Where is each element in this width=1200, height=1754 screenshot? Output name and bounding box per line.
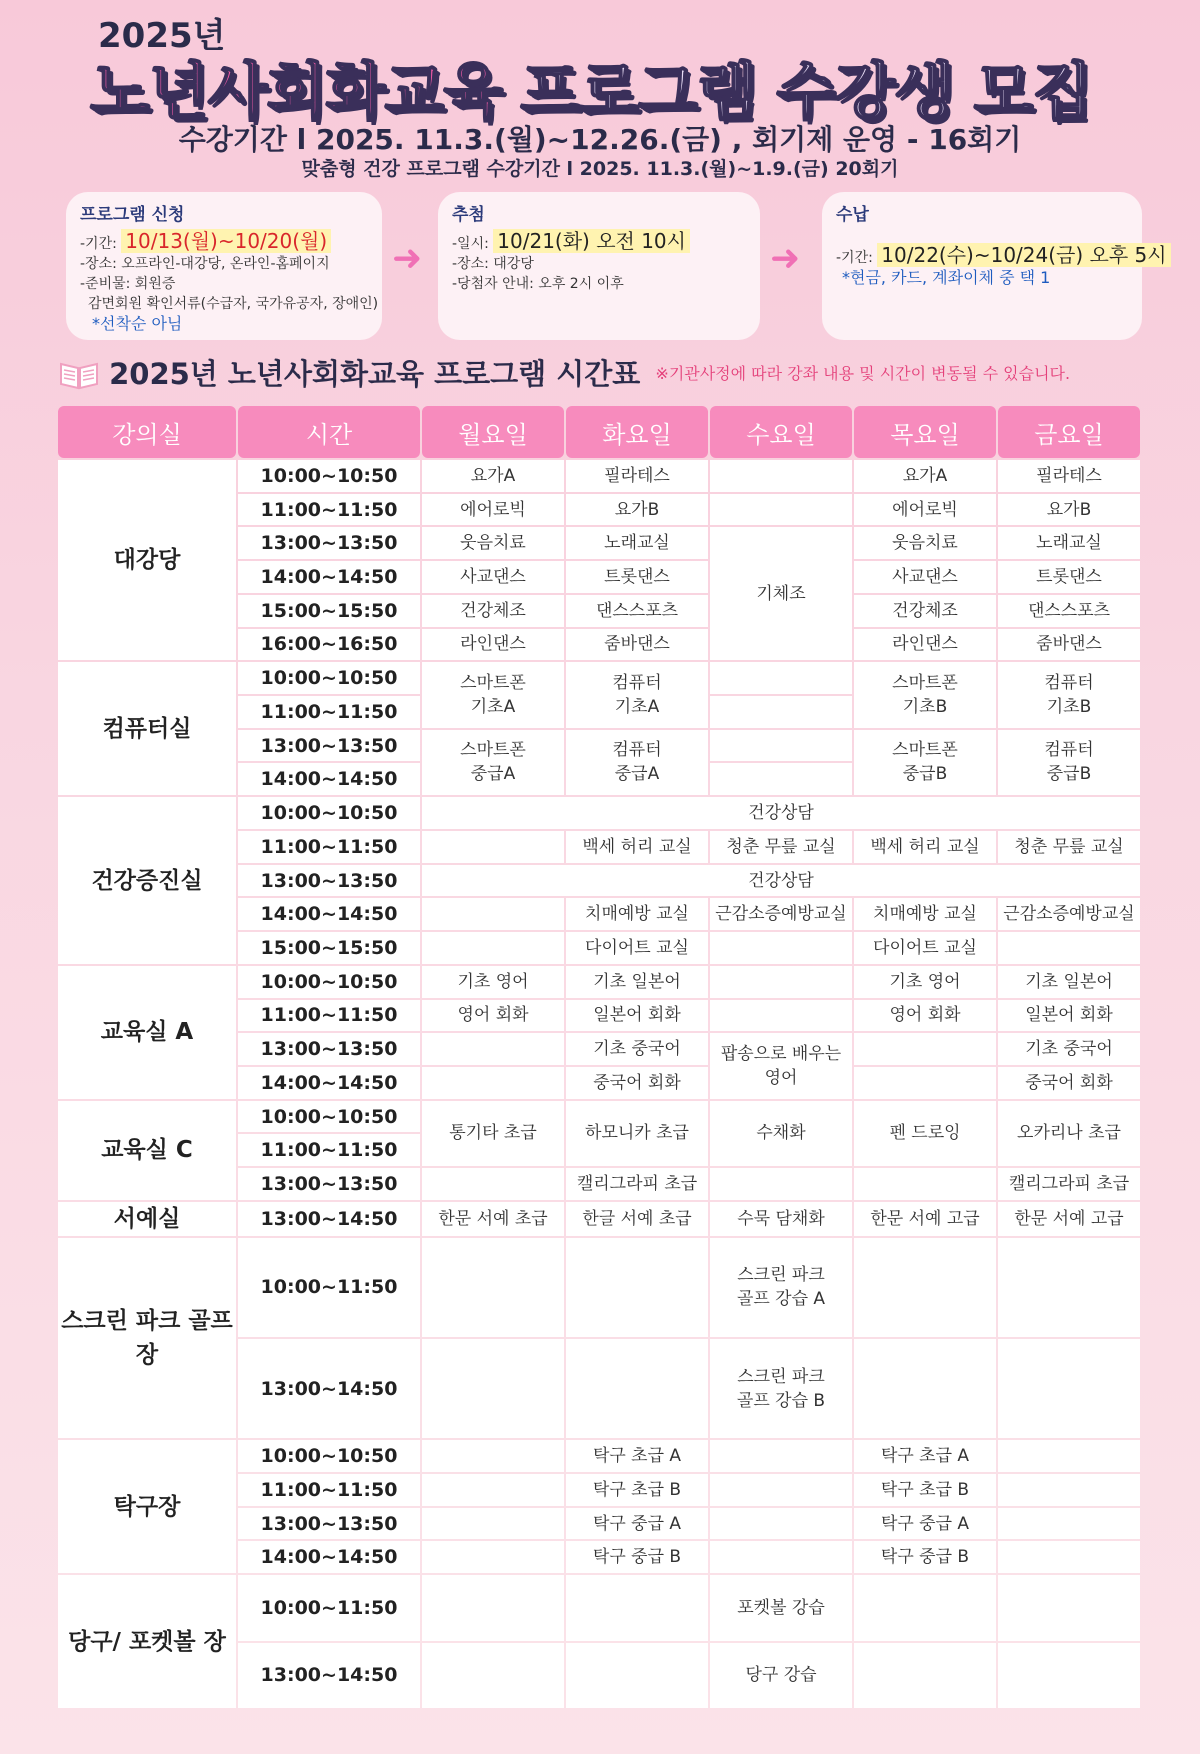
empty-cell [998,1339,1140,1438]
column-header: 월요일 [422,406,564,458]
time-slot: 10:00~10:50 [238,1440,420,1472]
class-cell: 근감소증예방교실 [710,898,852,930]
class-cell: 탁구 중급 B [854,1541,996,1573]
lottery-date-value: 10/21(화) 오전 10시 [493,229,690,253]
class-cell: 라인댄스 [854,629,996,661]
time-slot: 10:00~10:50 [238,797,420,829]
class-cell: 건강체조 [854,595,996,627]
empty-cell [566,1238,708,1337]
class-cell: 한문 서예 초급 [422,1202,564,1236]
payment-title: 수납 [836,205,869,225]
apply-title: 프로그램 신청 [80,205,185,225]
class-cell: 줌바댄스 [998,629,1140,661]
empty-cell [710,696,852,728]
time-slot: 14:00~14:50 [238,1541,420,1573]
time-slot: 13:00~13:50 [238,1033,420,1065]
column-header: 금요일 [998,406,1140,458]
time-slot: 15:00~15:50 [238,595,420,627]
class-cell: 영어 회화 [422,1000,564,1032]
time-slot: 13:00~13:50 [238,730,420,762]
class-cell: 캘리그라피 초급 [566,1168,708,1200]
class-cell: 기초 일본어 [998,966,1140,998]
class-cell: 치매예방 교실 [854,898,996,930]
class-cell: 수묵 담채화 [710,1202,852,1236]
time-slot: 10:00~11:50 [238,1575,420,1640]
class-cell: 사교댄스 [854,561,996,593]
lottery-notice: -당첨자 안내: 오후 2시 이후 [452,276,624,292]
class-cell: 트롯댄스 [998,561,1140,593]
class-cell: 컴퓨터 중급B [998,730,1140,795]
timetable-note: ※기관사정에 따라 강좌 내용 및 시간이 변동될 수 있습니다. [655,364,1071,383]
arrow-right-icon: ➜ [770,238,801,279]
class-cell: 건강체조 [422,595,564,627]
class-cell: 치매예방 교실 [566,898,708,930]
class-cell: 다이어트 교실 [566,932,708,964]
time-slot: 16:00~16:50 [238,629,420,661]
class-cell: 백세 허리 교실 [566,831,708,863]
arrow-right-icon: ➜ [392,238,423,279]
empty-cell [854,1238,996,1337]
time-slot: 11:00~11:50 [238,1000,420,1032]
empty-cell [710,662,852,694]
class-cell: 탁구 초급 B [566,1474,708,1506]
poster-header [0,0,1200,190]
empty-cell [422,1238,564,1337]
class-cell: 필라테스 [998,460,1140,492]
class-cell: 한문 서예 고급 [998,1202,1140,1236]
class-cell: 포켓볼 강습 [710,1575,852,1640]
empty-cell [854,1339,996,1438]
class-cell: 탁구 중급 A [566,1508,708,1540]
empty-cell [998,932,1140,964]
apply-period-label: -기간: [80,236,117,252]
class-cell: 기초 영어 [854,966,996,998]
time-slot: 13:00~13:50 [238,527,420,559]
class-cell: 영어 회화 [854,1000,996,1032]
room-label: 스크린 파크 골프장 [58,1238,236,1438]
empty-cell [422,1440,564,1472]
payment-box [822,192,1167,340]
empty-cell [998,1575,1140,1640]
apply-documents: 감면회원 확인서류(수급자, 국가유공자, 장애인) [88,296,379,312]
empty-cell [710,1541,852,1573]
time-slot: 13:00~13:50 [238,1508,420,1540]
time-slot: 11:00~11:50 [238,1134,420,1166]
class-cell: 웃음치료 [422,527,564,559]
class-cell: 스마트폰 중급B [854,730,996,795]
class-cell: 근감소증예방교실 [998,898,1140,930]
empty-cell [566,1575,708,1640]
empty-cell [854,1168,996,1200]
class-cell: 건강상담 [422,797,1140,829]
title-main: 노년사회화교육 [90,55,503,128]
class-cell: 중국어 회화 [566,1067,708,1099]
class-cell: 오카리나 초급 [998,1101,1140,1166]
time-slot: 11:00~11:50 [238,494,420,526]
class-cell: 팝송으로 배우는 영어 [710,1033,852,1098]
class-cell: 에어로빅 [854,494,996,526]
class-cell: 요가B [566,494,708,526]
time-slot: 14:00~14:50 [238,1067,420,1099]
time-slot: 11:00~11:50 [238,1474,420,1506]
time-slot: 15:00~15:50 [238,932,420,964]
column-header: 목요일 [854,406,996,458]
class-cell: 캘리그라피 초급 [998,1168,1140,1200]
time-slot: 13:00~14:50 [238,1339,420,1438]
class-cell: 에어로빅 [422,494,564,526]
empty-cell [422,1168,564,1200]
time-slot: 13:00~13:50 [238,1168,420,1200]
room-label: 탁구장 [58,1440,236,1573]
room-label: 교육실 C [58,1101,236,1200]
empty-cell [710,932,852,964]
class-cell: 줌바댄스 [566,629,708,661]
class-cell: 컴퓨터 중급A [566,730,708,795]
class-cell: 필라테스 [566,460,708,492]
class-cell: 스마트폰 중급A [422,730,564,795]
empty-cell [854,1575,996,1640]
empty-cell [998,1474,1140,1506]
empty-cell [854,1643,996,1708]
column-header: 시간 [238,406,420,458]
class-cell: 펜 드로잉 [854,1101,996,1166]
class-cell: 백세 허리 교실 [854,831,996,863]
class-cell: 요가A [854,460,996,492]
time-slot: 13:00~13:50 [238,865,420,897]
class-cell: 일본어 회화 [566,1000,708,1032]
room-label: 서예실 [58,1202,236,1236]
time-slot: 14:00~14:50 [238,898,420,930]
empty-cell [422,1474,564,1506]
time-slot: 13:00~14:50 [238,1643,420,1708]
empty-cell [422,1508,564,1540]
empty-cell [422,1067,564,1099]
class-cell: 요가A [422,460,564,492]
room-label: 교육실 A [58,966,236,1099]
room-label: 대강당 [58,460,236,660]
class-cell: 요가B [998,494,1140,526]
class-cell: 기초 일본어 [566,966,708,998]
time-slot: 10:00~10:50 [238,966,420,998]
class-cell: 컴퓨터 기초A [566,662,708,727]
empty-cell [422,1033,564,1065]
class-cell: 기초 중국어 [566,1033,708,1065]
room-label: 건강증진실 [58,797,236,964]
empty-cell [710,1000,852,1032]
empty-cell [422,1643,564,1708]
class-cell: 청춘 무릎 교실 [998,831,1140,863]
class-cell: 중국어 회화 [998,1067,1140,1099]
class-cell: 하모니카 초급 [566,1101,708,1166]
apply-box [66,192,382,340]
poster-year: 2025년 [98,16,226,56]
time-slot: 10:00~10:50 [238,460,420,492]
class-cell: 댄스스포츠 [998,595,1140,627]
payment-period-value: 10/22(수)~10/24(금) 오후 5시 [877,243,1170,267]
class-cell: 사교댄스 [422,561,564,593]
empty-cell [854,1033,996,1065]
class-cell: 탁구 초급 A [854,1440,996,1472]
class-cell: 댄스스포츠 [566,595,708,627]
apply-period-value: 10/13(월)~10/20(월) [121,229,331,253]
empty-cell [710,460,852,492]
class-cell: 웃음치료 [854,527,996,559]
empty-cell [854,1067,996,1099]
room-label: 컴퓨터실 [58,662,236,795]
payment-period-label: -기간: [836,250,873,266]
empty-cell [566,1643,708,1708]
time-slot: 10:00~10:50 [238,662,420,694]
empty-cell [422,898,564,930]
class-cell: 탁구 중급 A [854,1508,996,1540]
class-cell: 다이어트 교실 [854,932,996,964]
class-cell: 노래교실 [566,527,708,559]
empty-cell [422,1575,564,1640]
class-cell: 스크린 파크 골프 강습 B [710,1339,852,1438]
empty-cell [710,1474,852,1506]
class-cell: 스마트폰 기초B [854,662,996,727]
time-slot: 10:00~11:50 [238,1238,420,1337]
class-cell: 트롯댄스 [566,561,708,593]
timetable-title: 2025년 노년사회화교육 프로그램 시간표 [109,357,641,391]
class-cell: 한문 서예 고급 [854,1202,996,1236]
empty-cell [422,932,564,964]
class-cell: 스마트폰 기초A [422,662,564,727]
empty-cell [998,1643,1140,1708]
class-cell: 청춘 무릎 교실 [710,831,852,863]
custom-period: 맞춤형 건강 프로그램 수강기간 l 2025. 11.3.(월)~1.9.(금) 20회기 [301,158,899,180]
empty-cell [710,1508,852,1540]
empty-cell [998,1440,1140,1472]
time-slot: 11:00~11:50 [238,696,420,728]
class-cell: 탁구 초급 A [566,1440,708,1472]
book-icon [58,356,100,390]
timetable [58,406,1140,1708]
time-slot: 10:00~10:50 [238,1101,420,1133]
column-header: 강의실 [58,406,236,458]
apply-place: -장소: 오프라인-대강당, 온라인-홈페이지 [80,256,330,272]
title-sub: 프로그램 수강생 모집 [520,55,1092,128]
room-label: 당구/ 포켓볼 장 [58,1575,236,1708]
class-cell: 라인댄스 [422,629,564,661]
lottery-box [438,192,760,340]
class-cell: 한글 서예 초급 [566,1202,708,1236]
empty-cell [422,1339,564,1438]
empty-cell [710,763,852,795]
empty-cell [566,1339,708,1438]
empty-cell [710,494,852,526]
apply-materials: -준비물: 회원증 [80,276,176,292]
lottery-title: 추첨 [452,205,485,225]
column-header: 화요일 [566,406,708,458]
empty-cell [710,730,852,762]
payment-methods: *현금, 카드, 계좌이체 중 택 1 [842,268,1051,287]
class-cell: 기초 중국어 [998,1033,1140,1065]
time-slot: 14:00~14:50 [238,763,420,795]
class-cell: 탁구 초급 B [854,1474,996,1506]
empty-cell [422,831,564,863]
time-slot: 11:00~11:50 [238,831,420,863]
course-period: 수강기간 l 2025. 11.3.(월)~12.26.(금) , 회기제 운영 - 16회기 [178,123,1022,156]
class-cell: 당구 강습 [710,1643,852,1708]
class-cell: 컴퓨터 기초B [998,662,1140,727]
class-cell: 노래교실 [998,527,1140,559]
class-cell: 스크린 파크 골프 강습 A [710,1238,852,1337]
empty-cell [710,1440,852,1472]
empty-cell [998,1238,1140,1337]
class-cell: 탁구 중급 B [566,1541,708,1573]
class-cell: 일본어 회화 [998,1000,1140,1032]
empty-cell [710,1168,852,1200]
class-cell: 통기타 초급 [422,1101,564,1166]
empty-cell [998,1508,1140,1540]
class-cell: 건강상담 [422,865,1140,897]
class-cell: 기초 영어 [422,966,564,998]
empty-cell [998,1541,1140,1573]
column-header: 수요일 [710,406,852,458]
empty-cell [422,1541,564,1573]
apply-note: *선착순 아님 [92,314,183,333]
timetable-heading [58,352,1158,396]
class-cell: 수채화 [710,1101,852,1166]
empty-cell [710,966,852,998]
lottery-place: -장소: 대강당 [452,256,534,272]
time-slot: 14:00~14:50 [238,561,420,593]
time-slot: 13:00~14:50 [238,1202,420,1236]
lottery-date-label: -일시: [452,236,489,252]
class-cell: 기체조 [710,527,852,660]
